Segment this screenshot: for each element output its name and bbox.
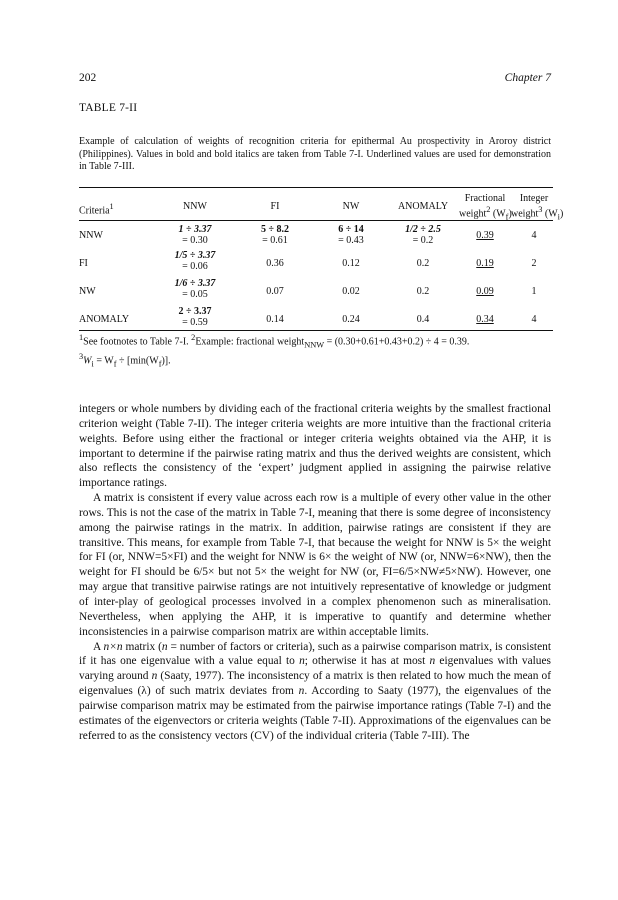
header-criteria: Criteria$^1$	[79, 202, 114, 217]
table-cell: 1 ÷ 3.37 = 0.30	[178, 224, 212, 246]
table-cell: 0.4	[416, 314, 430, 325]
table-cell: 1/5 ÷ 3.37 = 0.06	[174, 250, 216, 272]
table-cell: 0.14	[266, 314, 284, 325]
table-footnote: $^1$See footnotes to Table 7-I. $^2$Example: fractional weight$_{NNW}$ = (0.30+0.61+0.43+0.2) ÷ 4 = 0.39. $^3W_i = W_f \div [\min(W_f)]$.	[79, 333, 470, 369]
header-anomaly: ANOMALY	[397, 201, 449, 212]
table-cell: 0.2	[416, 258, 430, 269]
header-nw: NW	[342, 201, 360, 212]
table-cell: 2	[531, 258, 537, 269]
row-label-nnw: NNW	[79, 230, 103, 241]
row-label-nw: NW	[79, 286, 96, 297]
paragraph-3: A n×n matrix (n = number of factors or criteria), such as a pairwise comparison matrix, is consistent if it has one eigenvalue with a value equal to n; otherwise it has at most n eigenvalues with values varying around n (Saaty, 1977). The inconsistency of a matrix is then related to how much the mean of eigenvalues (λ) of such matrix deviates from n. According to Saaty (1977), the eigenvalues of the pairwise comparison matrix may be estimated from the pairwise importance ratings (Table 7-I) and the estimates of the eigenvectors or criteria weights (Table 7-II). Approximations of the eigenvalues can be referred to as the consistency vectors (CV) of the individual criteria (Table 7-III). The	[79, 640, 552, 742]
table-cell: 0.24	[342, 314, 360, 325]
row-label-anomaly: ANOMALY	[79, 314, 130, 325]
table-cell: 0.12	[342, 258, 360, 269]
table-cell: 1	[531, 286, 537, 297]
header-integer: Integer weight$^3$ $(W_i)$	[511, 193, 564, 222]
chapter-title: Chapter 7	[504, 72, 551, 84]
paragraph-1: integers or whole numbers by dividing each of the fractional criteria weights by the smallest fractional criterion weight (Table 7-II). The integer criteria weights are more intuitive than the fractional criteria weights. Before using either the fractional or integer criteria weights obtained via the AHP, it is important to determine if the pairwise rating matrix and thus the derived weights are consistent, which also reflects the consistency of the ‘expert’ judgment applied in assigning the pairwise relative importance ratings.	[79, 403, 551, 490]
header-fractional: Fractional weight$^2$ $(W_f)$	[459, 193, 512, 222]
table-cell: 1/2 ÷ 2.5 = 0.2	[405, 224, 441, 246]
table-cell: 0.39	[476, 230, 494, 241]
header-nnw: NNW	[183, 201, 207, 212]
table-cell: 0.36	[266, 258, 284, 269]
table-cell: 6 ÷ 14 = 0.43	[338, 224, 364, 246]
table-cell: 0.34	[476, 314, 494, 325]
table-cell: 5 ÷ 8.2 = 0.61	[261, 224, 289, 246]
table-cell: 2 ÷ 3.37 = 0.59	[178, 306, 212, 328]
table-cell: 0.19	[476, 258, 494, 269]
table-cell: 0.07	[266, 286, 284, 297]
table-top-rule	[79, 187, 553, 188]
table-cell: 0.09	[476, 286, 494, 297]
paragraph-2: A matrix is consistent if every value across each row is a multiple of every other value in the other rows. This is not the case of the matrix in Table 7-I, meaning that there is some degree of inconsistency among the pairwise ratings in the matrix. In addition, pairwise ratings are consistent if they are transitive. This means, for example from Table 7-I, that because the weight for NNW is 5× the weight for FI (or, NNW=5×FI) and the weight for NNW is 6× the weight of NW (or, NNW=6×NW), then the weight for FI should be 6/5× but not 5× the weight for NW (or, FI=6/5×NW≠5×NW). However, one may argue that transitive pairwise ratings are not intuitively representative of knowledge or judgment of inter-play of geological processes involved in a complex phenomenon such as mineralisation. Nevertheless, when applying the AHP, it is imperative to quantify and determine whether inconsistencies in a pairwise comparison matrix are within acceptable limits.	[79, 492, 551, 638]
table-label: TABLE 7-II	[79, 102, 138, 114]
table-bottom-rule	[79, 330, 553, 331]
page-number: 202	[79, 72, 97, 84]
table-cell: 0.02	[342, 286, 360, 297]
table-cell: 4	[531, 314, 537, 325]
body-text	[79, 402, 551, 743]
table-cell: 4	[531, 230, 537, 241]
header-fi: FI	[270, 201, 280, 212]
table-caption: Example of calculation of weights of recognition criteria for epithermal Au prospectivity in Aroroy district (Philippines). Values in bold and bold italics are taken from Table 7-I. Underlined values are used for demonstration in Table 7-III.	[79, 136, 551, 173]
table-cell: 1/6 ÷ 3.37 = 0.05	[174, 278, 216, 300]
table-header-rule	[79, 220, 553, 221]
table-cell: 0.2	[416, 286, 430, 297]
row-label-fi: FI	[79, 258, 88, 269]
